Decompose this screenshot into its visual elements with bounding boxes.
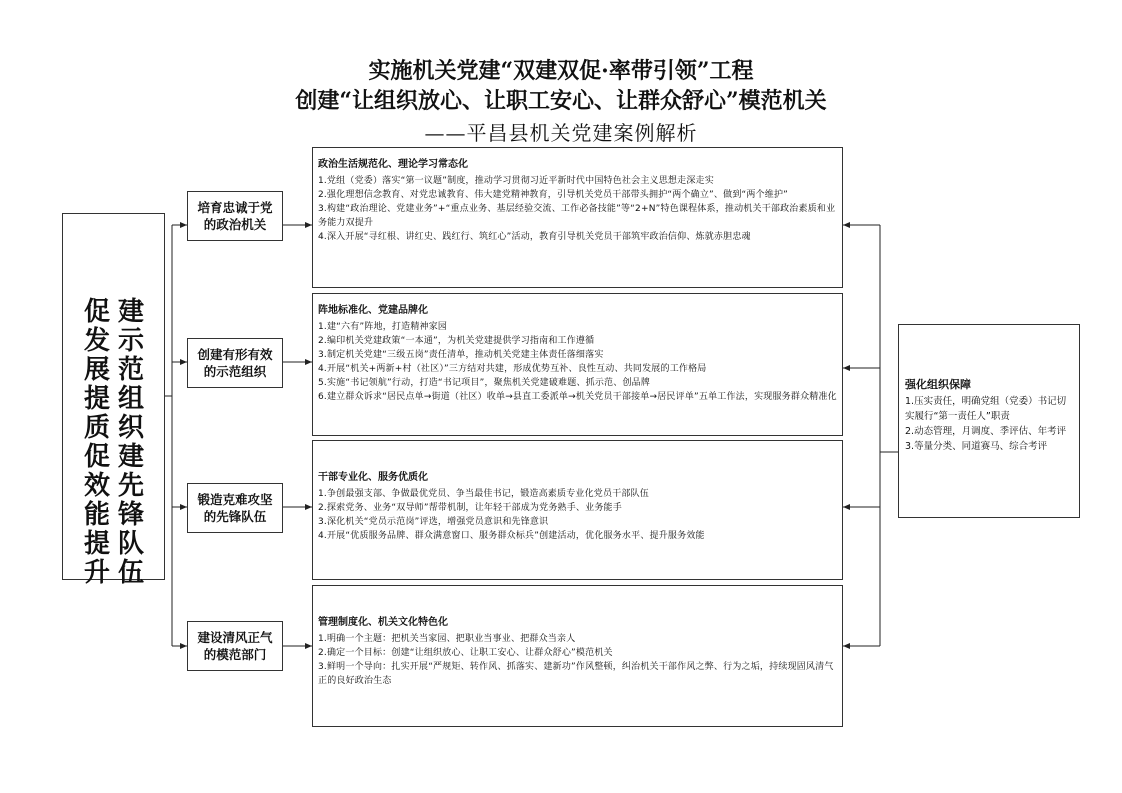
branch-1-label-line-2: 的政治机关	[203, 217, 267, 232]
branch-3-heading: 干部专业化、服务优质化	[318, 472, 428, 483]
branch-2-item: 3.制定机关党建“三级五岗”责任清单，推动机关党建主体责任落细落实	[318, 350, 604, 360]
branch-3-item: 1.争创最强支部、争做最优党员、争当最佳书记，锻造高素质专业化党员干部队伍	[318, 489, 649, 499]
branch-2-item: 5.实施“书记领航”行动，打造“书记项目”，聚焦机关党建破难题、抓示范、创品牌	[318, 378, 651, 388]
branch-2-heading: 阵地标准化、党建品牌化	[318, 305, 428, 316]
branch-4-label-line-1: 建设清风正气	[197, 630, 273, 645]
title-line-2: 创建“让组织放心、让职工安心、让群众舒心”模范机关	[295, 88, 827, 114]
branch-1-label	[187, 191, 283, 241]
branch-4-item: 1.明确一个主题：把机关当家园、把职业当事业、把群众当亲人	[318, 634, 576, 644]
title-line-1: 实施机关党建“双建双促·率带引领”工程	[368, 58, 754, 84]
branch-3-label-line-1: 锻造克难攻坚	[197, 492, 273, 507]
branch-1-label-line-1: 培育忠诚于党	[197, 200, 273, 215]
branch-1-content	[312, 147, 843, 288]
branch-2-item: 2.编印机关党建政策“一本通”，为机关党建提供学习指南和工作遵循	[318, 336, 595, 346]
core-goal-box	[62, 213, 165, 588]
subtitle: ——平昌县机关党建案例解析	[424, 121, 698, 145]
branch-1-item: 1.党组（党委）落实“第一议题”制度，推动学习贯彻习近平新时代中国特色社会主义思想走深走实	[318, 176, 714, 186]
support-item: 2.动态管理，月调度、季评估、年考评	[905, 426, 1067, 437]
branch-1-item: 3.构建“政治理论、党建业务”+“重点业务、基层经验交流、工作必备技能”等“2+N”特色课程体系，推动机关干部政治素质和业务能力双提升	[318, 204, 836, 228]
core-goal-left-column: 促发展提质促效能提升	[83, 297, 110, 588]
support-heading: 强化组织保障	[905, 378, 971, 391]
branch-2-item: 1.建“六有”阵地，打造精神家园	[318, 322, 448, 332]
branch-4-content	[312, 585, 843, 727]
branch-2-content	[312, 293, 843, 436]
branch-3-label-line-2: 的先锋队伍	[203, 509, 267, 524]
support-box	[898, 324, 1080, 518]
branch-4-item: 2.确定一个目标：创建“让组织放心、让职工安心、让群众舒心”模范机关	[318, 648, 613, 658]
support-item: 1.压实责任，明确党组（党委）书记切实履行“第一责任人”职责	[905, 396, 1067, 422]
core-goal-right-column: 建示范组织建先锋队伍	[117, 297, 144, 588]
branch-1-item: 4.深入开展“寻红根、讲红史、践红行、筑红心”活动，教育引导机关党员干部筑牢政治信仰、炼就赤胆忠魂	[318, 232, 751, 242]
branch-4-heading: 管理制度化、机关文化特色化	[318, 617, 448, 628]
branch-3-item: 3.深化机关“党员示范岗”评选，增强党员意识和先锋意识	[318, 517, 549, 527]
branch-1-heading: 政治生活规范化、理论学习常态化	[318, 159, 468, 170]
branch-2-item: 6.建立群众诉求“居民点单→街道（社区）收单→县直工委派单→机关党员干部接单→居民评单”五单工作法，实现服务群众精准化	[318, 392, 837, 402]
branch-2-item: 4.开展“机关+两新+村（社区）”三方结对共建，形成优势互补、良性互动、共同发展的工作格局	[318, 364, 707, 374]
branch-4-item: 3.鲜明一个导向：扎实开展“严规矩、转作风、抓落实、建新功”作风整顿，纠治机关干部作风之弊、行为之垢，持续现固风清气正的良好政治生态	[318, 662, 834, 686]
branch-4-label	[187, 621, 283, 671]
branch-3-content	[312, 440, 843, 580]
branch-3-item: 2.探索党务、业务“双导师”帮带机制，让年轻干部成为党务熟手、业务能手	[318, 503, 622, 513]
branch-4-label-line-2: 的模范部门	[203, 647, 267, 662]
branch-3-item: 4.开展“优质服务品牌、群众满意窗口、服务群众标兵”创建活动，优化服务水平、提升服务效能	[318, 531, 705, 541]
branch-2-label	[187, 338, 283, 388]
support-item: 3.等量分类、同道赛马、综合考评	[905, 441, 1048, 452]
branch-1-item: 2.强化理想信念教育、对党忠诚教育、伟大建党精神教育，引导机关党员干部带头拥护“两个确立”、做到“两个维护”	[318, 190, 789, 200]
branch-3-label	[187, 483, 283, 533]
branch-2-label-line-2: 的示范组织	[203, 364, 267, 379]
branch-2-label-line-1: 创建有形有效	[197, 347, 273, 362]
